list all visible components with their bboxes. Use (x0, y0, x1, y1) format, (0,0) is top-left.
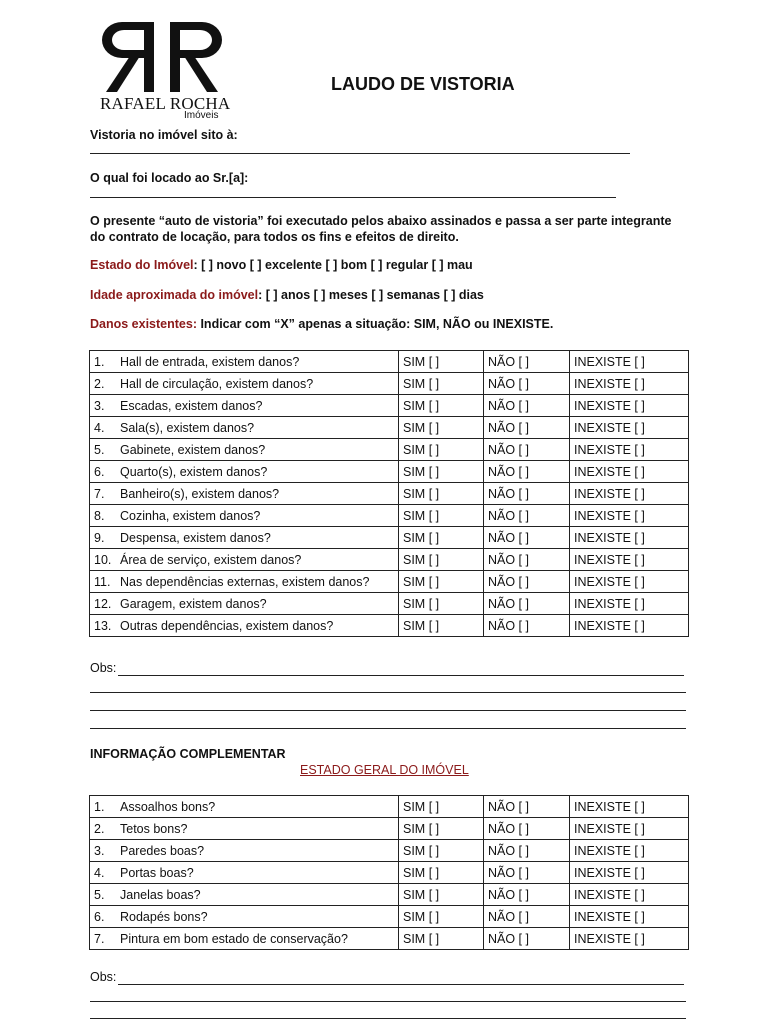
sim-checkbox[interactable]: SIM [ ] (399, 351, 484, 373)
item-question: Paredes boas? (120, 843, 205, 858)
item-number: 4. (94, 420, 105, 435)
damage-row (90, 615, 689, 637)
intro-paragraph: O presente “auto de vistoria” foi executado pelos abaixo assinados e passa a ser parte integrante do contrato de locação, para todos os fins e efeitos de direito. (90, 214, 672, 244)
item-cell (90, 549, 399, 571)
damage-row (90, 461, 689, 483)
damage-row (90, 571, 689, 593)
nao-checkbox[interactable]: NÃO [ ] (484, 571, 570, 593)
nao-checkbox[interactable]: NÃO [ ] (484, 483, 570, 505)
condition-row (90, 906, 689, 928)
item-question: Rodapés bons? (120, 909, 208, 924)
obs-line[interactable] (90, 692, 686, 693)
sim-checkbox[interactable]: SIM [ ] (399, 417, 484, 439)
obs-line[interactable] (118, 675, 684, 676)
condition-row (90, 928, 689, 950)
obs-line[interactable] (90, 1001, 686, 1002)
inexiste-checkbox[interactable]: INEXISTE [ ] (570, 906, 689, 928)
inexiste-checkbox[interactable]: INEXISTE [ ] (570, 862, 689, 884)
item-number: 7. (94, 931, 105, 946)
item-cell (90, 571, 399, 593)
condition-row (90, 862, 689, 884)
sim-checkbox[interactable]: SIM [ ] (399, 818, 484, 840)
vistoria-label: Vistoria no imóvel sito à: (90, 128, 238, 142)
inexiste-checkbox[interactable]: INEXISTE [ ] (570, 928, 689, 950)
damage-row (90, 549, 689, 571)
item-number: 5. (94, 887, 105, 902)
sim-checkbox[interactable]: SIM [ ] (399, 439, 484, 461)
section-heading: INFORMAÇÃO COMPLEMENTAR (90, 747, 286, 761)
inexiste-checkbox[interactable]: INEXISTE [ ] (570, 395, 689, 417)
condition-row (90, 818, 689, 840)
item-question: Tetos bons? (120, 821, 188, 836)
page-title: LAUDO DE VISTORIA (331, 74, 515, 94)
nao-checkbox[interactable]: NÃO [ ] (484, 461, 570, 483)
condition-table (89, 795, 689, 950)
tenant-name-field[interactable] (90, 197, 616, 198)
item-cell (90, 395, 399, 417)
item-question: Pintura em bom estado de conservação? (120, 931, 348, 946)
item-number: 13. (94, 618, 112, 633)
item-cell (90, 818, 399, 840)
item-question: Assoalhos bons? (120, 799, 216, 814)
item-question: Escadas, existem danos? (120, 398, 263, 413)
item-cell (90, 505, 399, 527)
sim-checkbox[interactable]: SIM [ ] (399, 928, 484, 950)
obs-line[interactable] (90, 1018, 686, 1019)
condition-row (90, 840, 689, 862)
damage-row (90, 351, 689, 373)
item-cell (90, 615, 399, 637)
inexiste-checkbox[interactable]: INEXISTE [ ] (570, 840, 689, 862)
vistoria-address-field[interactable] (90, 153, 630, 154)
item-cell (90, 351, 399, 373)
logo-subtitle: Imóveis (184, 110, 219, 121)
idade-label: Idade aproximada do imóvel (90, 288, 259, 302)
danos-label: Danos existentes: (90, 317, 197, 331)
item-number: 1. (94, 799, 105, 814)
inexiste-checkbox[interactable]: INEXISTE [ ] (570, 571, 689, 593)
inexiste-checkbox[interactable]: INEXISTE [ ] (570, 615, 689, 637)
item-question: Garagem, existem danos? (120, 596, 267, 611)
item-cell (90, 373, 399, 395)
nao-checkbox[interactable]: NÃO [ ] (484, 840, 570, 862)
sim-checkbox[interactable]: SIM [ ] (399, 461, 484, 483)
item-cell (90, 862, 399, 884)
item-question: Janelas boas? (120, 887, 201, 902)
item-number: 2. (94, 821, 105, 836)
inexiste-checkbox[interactable]: INEXISTE [ ] (570, 483, 689, 505)
inexiste-checkbox[interactable]: INEXISTE [ ] (570, 373, 689, 395)
nao-checkbox[interactable]: NÃO [ ] (484, 505, 570, 527)
obs-label-2: Obs: (90, 970, 117, 984)
item-number: 6. (94, 464, 105, 479)
sim-checkbox[interactable]: SIM [ ] (399, 796, 484, 818)
inexiste-checkbox[interactable]: INEXISTE [ ] (570, 818, 689, 840)
inexiste-checkbox[interactable]: INEXISTE [ ] (570, 461, 689, 483)
item-question: Banheiro(s), existem danos? (120, 486, 280, 501)
item-question: Gabinete, existem danos? (120, 442, 266, 457)
sim-checkbox[interactable]: SIM [ ] (399, 527, 484, 549)
inexiste-checkbox[interactable]: INEXISTE [ ] (570, 439, 689, 461)
logo-name: RAFAEL ROCHA (100, 94, 231, 113)
item-question: Hall de entrada, existem danos? (120, 354, 300, 369)
item-number: 1. (94, 354, 105, 369)
nao-checkbox[interactable]: NÃO [ ] (484, 796, 570, 818)
sim-checkbox[interactable]: SIM [ ] (399, 615, 484, 637)
section-subheading: ESTADO GERAL DO IMÓVEL (300, 763, 469, 777)
condition-row (90, 884, 689, 906)
item-cell (90, 593, 399, 615)
sim-checkbox[interactable]: SIM [ ] (399, 862, 484, 884)
item-question: Nas dependências externas, existem danos? (120, 574, 370, 589)
item-question: Outras dependências, existem danos? (120, 618, 334, 633)
danos-instruction: Indicar com “X” apenas a situação: SIM, NÃO ou INEXISTE. (196, 317, 554, 331)
damage-row (90, 527, 689, 549)
item-question: Despensa, existem danos? (120, 530, 271, 545)
item-number: 9. (94, 530, 105, 545)
item-number: 8. (94, 508, 105, 523)
sim-checkbox[interactable]: SIM [ ] (399, 906, 484, 928)
nao-checkbox[interactable]: NÃO [ ] (484, 439, 570, 461)
sim-checkbox[interactable]: SIM [ ] (399, 593, 484, 615)
item-number: 12. (94, 596, 112, 611)
obs-line[interactable] (90, 728, 686, 729)
obs-line[interactable] (90, 710, 686, 711)
idade-row (90, 288, 484, 302)
item-question: Hall de circulação, existem danos? (120, 376, 314, 391)
item-number: 5. (94, 442, 105, 457)
locado-label: O qual foi locado ao Sr.[a]: (90, 171, 249, 185)
item-question: Portas boas? (120, 865, 194, 880)
item-cell (90, 906, 399, 928)
damage-row (90, 373, 689, 395)
item-cell (90, 840, 399, 862)
idade-options[interactable]: : [ ] anos [ ] meses [ ] semanas [ ] dias (258, 288, 484, 302)
nao-checkbox[interactable]: NÃO [ ] (484, 862, 570, 884)
item-cell (90, 417, 399, 439)
damage-row (90, 483, 689, 505)
sim-checkbox[interactable]: SIM [ ] (399, 549, 484, 571)
inexiste-checkbox[interactable]: INEXISTE [ ] (570, 351, 689, 373)
obs-line[interactable] (118, 984, 684, 985)
item-question: Área de serviço, existem danos? (120, 552, 302, 567)
item-cell (90, 527, 399, 549)
damage-row (90, 417, 689, 439)
damage-table (89, 350, 689, 637)
item-cell (90, 461, 399, 483)
item-cell (90, 439, 399, 461)
item-cell (90, 928, 399, 950)
inexiste-checkbox[interactable]: INEXISTE [ ] (570, 417, 689, 439)
estado-options[interactable]: : [ ] novo [ ] excelente [ ] bom [ ] regular [ ] mau (193, 258, 473, 272)
nao-checkbox[interactable]: NÃO [ ] (484, 417, 570, 439)
nao-checkbox[interactable]: NÃO [ ] (484, 884, 570, 906)
nao-checkbox[interactable]: NÃO [ ] (484, 351, 570, 373)
sim-checkbox[interactable]: SIM [ ] (399, 395, 484, 417)
inexiste-checkbox[interactable]: INEXISTE [ ] (570, 505, 689, 527)
item-number: 4. (94, 865, 105, 880)
estado-label: Estado do Imóvel (90, 258, 194, 272)
sim-checkbox[interactable]: SIM [ ] (399, 840, 484, 862)
inexiste-checkbox[interactable]: INEXISTE [ ] (570, 884, 689, 906)
condition-row (90, 796, 689, 818)
obs-label: Obs: (90, 661, 117, 675)
item-number: 11. (94, 574, 111, 589)
rr-monogram-icon (100, 20, 226, 94)
sim-checkbox[interactable]: SIM [ ] (399, 373, 484, 395)
nao-checkbox[interactable]: NÃO [ ] (484, 395, 570, 417)
nao-checkbox[interactable]: NÃO [ ] (484, 906, 570, 928)
damage-row (90, 395, 689, 417)
company-logo (96, 20, 230, 122)
damage-row (90, 439, 689, 461)
inexiste-checkbox[interactable]: INEXISTE [ ] (570, 796, 689, 818)
nao-checkbox[interactable]: NÃO [ ] (484, 818, 570, 840)
nao-checkbox[interactable]: NÃO [ ] (484, 615, 570, 637)
inexiste-checkbox[interactable]: INEXISTE [ ] (570, 527, 689, 549)
nao-checkbox[interactable]: NÃO [ ] (484, 593, 570, 615)
sim-checkbox[interactable]: SIM [ ] (399, 483, 484, 505)
item-cell (90, 483, 399, 505)
item-number: 10. (94, 552, 112, 567)
nao-checkbox[interactable]: NÃO [ ] (484, 527, 570, 549)
item-number: 3. (94, 843, 105, 858)
nao-checkbox[interactable]: NÃO [ ] (484, 373, 570, 395)
item-question: Quarto(s), existem danos? (120, 464, 268, 479)
sim-checkbox[interactable]: SIM [ ] (399, 884, 484, 906)
item-number: 3. (94, 398, 105, 413)
damage-row (90, 593, 689, 615)
inexiste-checkbox[interactable]: INEXISTE [ ] (570, 593, 689, 615)
danos-row (90, 317, 553, 331)
nao-checkbox[interactable]: NÃO [ ] (484, 549, 570, 571)
nao-checkbox[interactable]: NÃO [ ] (484, 928, 570, 950)
sim-checkbox[interactable]: SIM [ ] (399, 571, 484, 593)
sim-checkbox[interactable]: SIM [ ] (399, 505, 484, 527)
item-number: 2. (94, 376, 105, 391)
estado-row (90, 258, 473, 272)
inexiste-checkbox[interactable]: INEXISTE [ ] (570, 549, 689, 571)
item-question: Sala(s), existem danos? (120, 420, 255, 435)
item-number: 6. (94, 909, 105, 924)
item-number: 7. (94, 486, 105, 501)
item-cell (90, 884, 399, 906)
damage-row (90, 505, 689, 527)
item-question: Cozinha, existem danos? (120, 508, 261, 523)
item-cell (90, 796, 399, 818)
